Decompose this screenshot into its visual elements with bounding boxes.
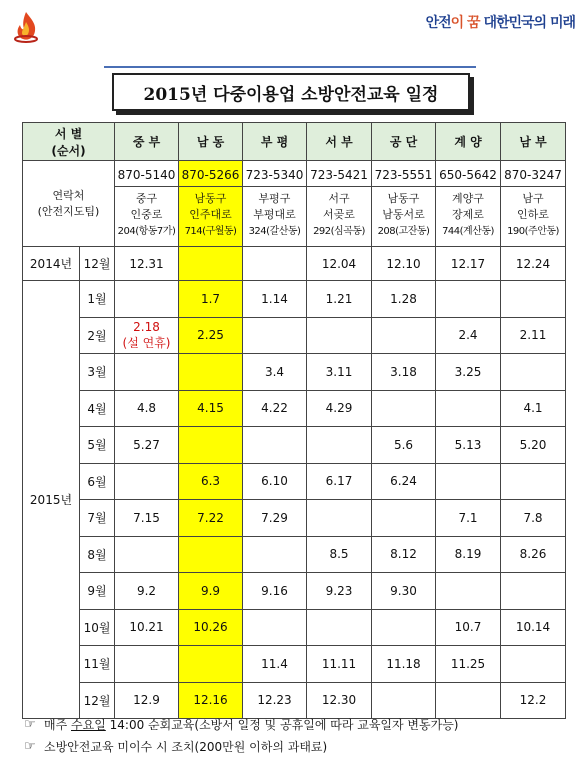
address-number: 208(고잔동): [377, 225, 430, 237]
date-cell: 8.12: [372, 536, 436, 573]
date-cell: [115, 281, 179, 318]
date-cell: 7.1: [436, 500, 501, 537]
slogan-part-a: 안전: [425, 15, 451, 31]
date-cell: 4.1: [501, 390, 566, 427]
header-row: [23, 123, 566, 161]
station-header: 공 단: [372, 123, 436, 161]
date-cell: [436, 463, 501, 500]
date-cell: 1.21: [307, 281, 372, 318]
date-cell: 5.27: [115, 427, 179, 464]
date-cell: [115, 646, 179, 683]
date-cell: [243, 609, 307, 646]
phone-number: 870-5140: [115, 164, 178, 187]
station-header: 부 평: [243, 123, 307, 161]
date-cell: [243, 317, 307, 354]
corner-header: [23, 123, 115, 161]
date-cell: 12.2: [501, 682, 566, 719]
contact-cell: [436, 161, 501, 247]
note-row-2: [24, 736, 458, 758]
address: [179, 187, 242, 244]
address: [501, 187, 565, 244]
slogan-part-b: 이 꿈: [450, 15, 480, 31]
date-cell: [179, 646, 243, 683]
date-cell: 10.14: [501, 609, 566, 646]
address-number: 324(갈산동): [248, 225, 301, 237]
date-cell: 9.30: [372, 573, 436, 610]
date-cell: 4.22: [243, 390, 307, 427]
title-frame: [112, 73, 470, 111]
month-label: 10월: [80, 609, 115, 646]
address-district: 서구: [328, 191, 350, 205]
slogan-logo: [426, 12, 575, 42]
date-cell: 10.7: [436, 609, 501, 646]
month-row: [23, 646, 566, 683]
date-cell: 12.10: [372, 247, 436, 281]
month-label: 9월: [80, 573, 115, 610]
date-cell: 12.9: [115, 682, 179, 719]
address-road: 부평대로: [253, 207, 296, 221]
date-cell: 1.7: [179, 281, 243, 318]
notes: [24, 714, 458, 758]
month-label: 3월: [80, 354, 115, 391]
address-road: 장제로: [452, 207, 484, 221]
date-cell: 4.8: [115, 390, 179, 427]
month-label: 5월: [80, 427, 115, 464]
phone-number: 723-5551: [372, 164, 435, 187]
date-cell: [372, 500, 436, 537]
note-2-text: 소방안전교육 미이수 시 조치(200만원 이하의 과태료): [44, 740, 328, 754]
title-divider: [104, 66, 476, 68]
contact-cell: [115, 161, 179, 247]
month-label: 8월: [80, 536, 115, 573]
date-cell: 3.4: [243, 354, 307, 391]
contact-label-line-2: (안전지도팀): [37, 204, 100, 218]
date-cell: 4.29: [307, 390, 372, 427]
date-cell: 7.29: [243, 500, 307, 537]
date-cell: [179, 247, 243, 281]
date-cell: [179, 354, 243, 391]
fire-emblem-logo: [8, 8, 44, 44]
phone-number: 870-3247: [501, 164, 565, 187]
date-cell: 9.23: [307, 573, 372, 610]
date-cell: [307, 609, 372, 646]
date-cell: [501, 646, 566, 683]
date-cell: 6.24: [372, 463, 436, 500]
date-cell: 8.26: [501, 536, 566, 573]
contact-cell: [179, 161, 243, 247]
date-cell: 12.30: [307, 682, 372, 719]
date-cell: 3.25: [436, 354, 501, 391]
date-cell: 9.16: [243, 573, 307, 610]
date-cell: [307, 317, 372, 354]
date-cell: 11.18: [372, 646, 436, 683]
date-cell: 8.5: [307, 536, 372, 573]
address-road: 인중로: [130, 207, 163, 221]
month-label: 12월: [80, 247, 115, 281]
address-number: 714(구월동): [184, 225, 237, 237]
month-row: [23, 390, 566, 427]
month-label: 6월: [80, 463, 115, 500]
date-cell: [436, 281, 501, 318]
address-number: 190(주안동): [507, 225, 559, 237]
address-district: 부평구: [258, 191, 291, 205]
contact-label-line-1: 연락처: [52, 188, 85, 202]
date-cell: [179, 427, 243, 464]
date-cell: 7.15: [115, 500, 179, 537]
address-road: 인주대로: [189, 207, 232, 221]
pointing-hand-icon: ☞: [24, 739, 36, 754]
date-cell: [243, 247, 307, 281]
date-cell: 12.24: [501, 247, 566, 281]
phone-number: 870-5266: [179, 164, 242, 187]
date-cell: [243, 427, 307, 464]
date-cell: 12.31: [115, 247, 179, 281]
note-1-wednesday: 수요일: [71, 718, 106, 732]
date-cell: 11.11: [307, 646, 372, 683]
date-cell: 1.28: [372, 281, 436, 318]
address: [372, 187, 435, 244]
date-cell: 3.11: [307, 354, 372, 391]
date-cell: [115, 354, 179, 391]
date-cell: 6.3: [179, 463, 243, 500]
date-cell: 11.25: [436, 646, 501, 683]
address-number: 744(계산동): [442, 225, 494, 237]
month-row: [23, 354, 566, 391]
date-cell: [372, 390, 436, 427]
date-cell: [501, 573, 566, 610]
address-road: 남동서로: [382, 207, 425, 221]
month-label: 4월: [80, 390, 115, 427]
holiday-note: (설 연휴): [122, 335, 171, 350]
date-cell: 11.4: [243, 646, 307, 683]
date-cell: 2.11: [501, 317, 566, 354]
corner-line-2: (순서): [51, 143, 86, 158]
date-cell: [243, 536, 307, 573]
date-cell: [372, 609, 436, 646]
row-2014-12: [23, 247, 566, 281]
month-row: [23, 536, 566, 573]
address-district: 남구: [522, 191, 544, 205]
date-cell: 1.14: [243, 281, 307, 318]
date-cell: [307, 427, 372, 464]
date-cell: 4.15: [179, 390, 243, 427]
date-cell: [501, 281, 566, 318]
date-cell: [115, 463, 179, 500]
date-cell: [372, 317, 436, 354]
date-cell: 9.9: [179, 573, 243, 610]
date-cell: 10.21: [115, 609, 179, 646]
date-cell: [179, 536, 243, 573]
month-label: 11월: [80, 646, 115, 683]
date-cell: 6.10: [243, 463, 307, 500]
date-cell: 12.04: [307, 247, 372, 281]
address-road: 인하로: [517, 207, 549, 221]
date-cell: 5.20: [501, 427, 566, 464]
address-number: 292(심곡동): [313, 225, 365, 237]
contact-label: [23, 161, 115, 247]
month-label: 1월: [80, 281, 115, 318]
date-cell: 10.26: [179, 609, 243, 646]
address-district: 계양구: [452, 191, 484, 205]
date-cell: 8.19: [436, 536, 501, 573]
month-row: [23, 317, 566, 354]
year-2014: 2014년: [23, 247, 80, 281]
contact-cell: [307, 161, 372, 247]
date-cell: 5.6: [372, 427, 436, 464]
address-district: 남동구: [194, 191, 227, 205]
month-row: [23, 573, 566, 610]
contact-cell: [243, 161, 307, 247]
date-cell: [307, 500, 372, 537]
station-header: 계 양: [436, 123, 501, 161]
month-row: [23, 609, 566, 646]
phone-number: 723-5340: [243, 164, 306, 187]
address: [307, 187, 371, 244]
slogan-part-c: 대한민국의 미래: [483, 15, 575, 31]
month-row: [23, 427, 566, 464]
contact-cell: [501, 161, 566, 247]
note-1-part-a: 매주: [44, 718, 68, 732]
pointing-hand-icon: ☞: [24, 717, 36, 732]
date-cell: 7.8: [501, 500, 566, 537]
address-number: 204(항동7가): [117, 225, 176, 237]
date-cell: [115, 536, 179, 573]
station-header: 남 부: [501, 123, 566, 161]
date-cell: [501, 354, 566, 391]
month-row: [23, 281, 566, 318]
month-label: 7월: [80, 500, 115, 537]
station-header: 남 동: [179, 123, 243, 161]
phone-number: 650-5642: [436, 164, 500, 187]
month-label: 12월: [80, 682, 115, 719]
note-1-part-c: 14:00 순회교육(소방서 일정 및 공휴일에 따라 교육일자 변동가능): [109, 718, 459, 732]
date-cell: 5.13: [436, 427, 501, 464]
month-row: [23, 500, 566, 537]
corner-line-1: 서 별: [54, 126, 83, 141]
holiday-date: 2.18: [133, 319, 160, 334]
date-cell: 2.4: [436, 317, 501, 354]
station-header: 중 부: [115, 123, 179, 161]
address-district: 남동구: [387, 191, 420, 205]
month-label: 2월: [80, 317, 115, 354]
page-title: 2015년 다중이용업 소방안전교육 일정: [112, 73, 470, 111]
date-cell: 12.17: [436, 247, 501, 281]
address: [243, 187, 306, 244]
date-cell: 3.18: [372, 354, 436, 391]
date-cell: [436, 573, 501, 610]
address-district: 중구: [135, 191, 158, 205]
contact-row: [23, 161, 566, 247]
date-cell: 6.17: [307, 463, 372, 500]
contact-cell: [372, 161, 436, 247]
date-cell: [115, 317, 179, 354]
date-cell: 12.16: [179, 682, 243, 719]
phone-number: 723-5421: [307, 164, 371, 187]
schedule-table: [22, 122, 566, 719]
address: [115, 187, 178, 244]
date-cell: 7.22: [179, 500, 243, 537]
date-cell: 9.2: [115, 573, 179, 610]
station-header: 서 부: [307, 123, 372, 161]
year-2015: 2015년: [23, 281, 80, 719]
date-cell: 12.23: [243, 682, 307, 719]
date-cell: [501, 463, 566, 500]
address-road: 서곶로: [323, 207, 355, 221]
note-row-1: [24, 714, 458, 736]
address: [436, 187, 500, 244]
date-cell: [436, 390, 501, 427]
month-row: [23, 463, 566, 500]
date-cell: 2.25: [179, 317, 243, 354]
